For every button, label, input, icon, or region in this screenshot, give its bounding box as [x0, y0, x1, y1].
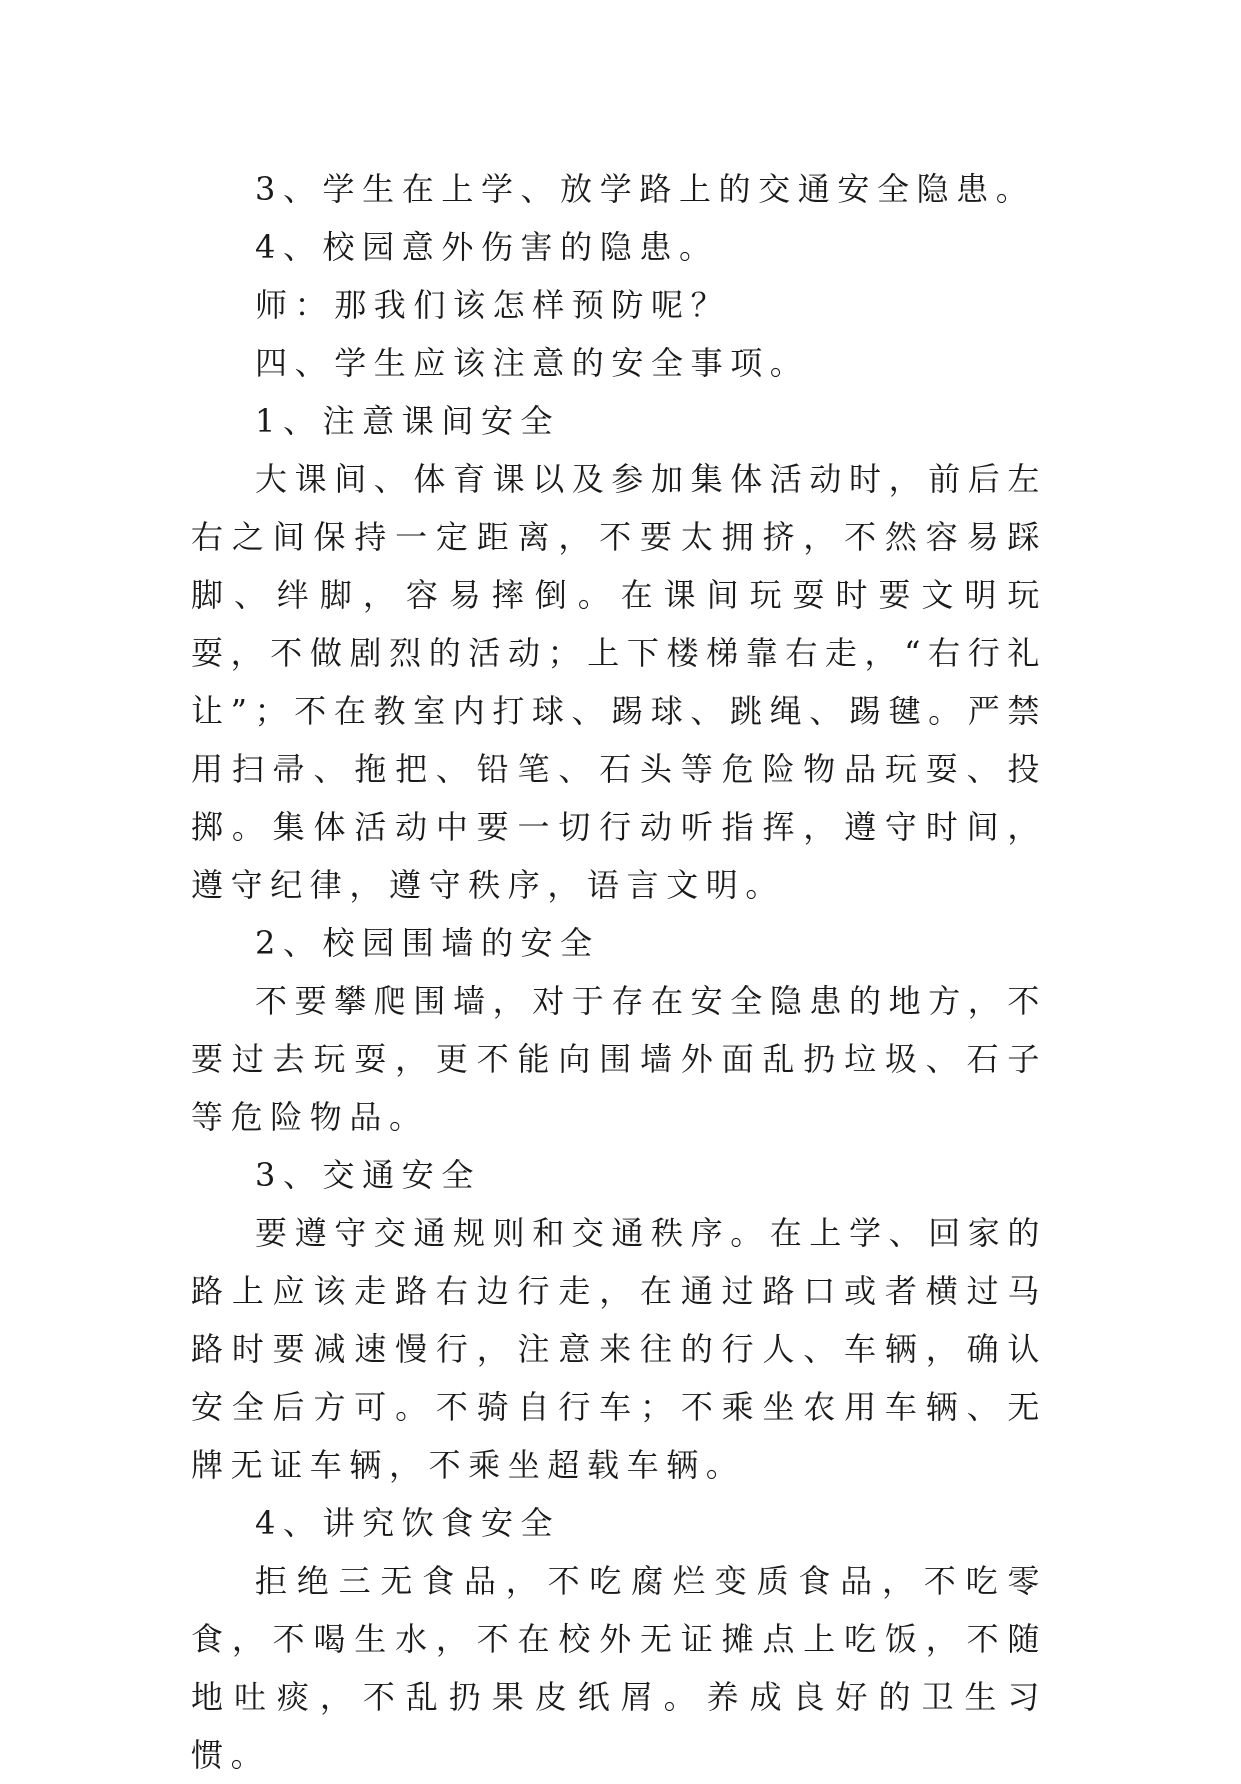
document-body	[191, 160, 1047, 1784]
paragraph-teacher-question: 师：那我们该怎样预防呢？	[255, 286, 731, 324]
subheading-recess-safety: 1、注意课间安全	[255, 402, 561, 440]
subheading-food-safety: 4、讲究饮食安全	[255, 1504, 561, 1542]
paragraph-hazard-3: 3、学生在上学、放学路上的交通安全隐患。	[255, 170, 1036, 208]
paragraph-traffic-safety: 要遵守交通规则和交通秩序。在上学、回家的路上应该走路右边行走，在通过路口或者横过马路时要减速慢行，注意来往的行人、车辆，确认安全后方可。不骑自行车；不乘坐农用车辆、无牌无证车辆，不乘坐超载车辆。	[191, 1214, 1048, 1484]
paragraph-food-safety: 拒绝三无食品，不吃腐烂变质食品，不吃零食，不喝生水，不在校外无证摊点上吃饭，不随地吐痰，不乱扔果皮纸屑。养成良好的卫生习惯。	[191, 1562, 1047, 1774]
subheading-wall-safety: 2、校园围墙的安全	[255, 924, 600, 962]
paragraph-hazard-4: 4、校园意外伤害的隐患。	[255, 228, 719, 266]
paragraph-wall-safety: 不要攀爬围墙，对于存在安全隐患的地方，不要过去玩耍，更不能向围墙外面乱扔垃圾、石子等危险物品。	[191, 982, 1048, 1136]
section-heading-safety-matters: 四、学生应该注意的安全事项。	[255, 344, 810, 382]
subheading-traffic-safety: 3、交通安全	[255, 1156, 481, 1194]
paragraph-recess-safety: 大课间、体育课以及参加集体活动时，前后左右之间保持一定距离，不要太拥挤，不然容易踩脚、绊脚，容易摔倒。在课间玩耍时要文明玩耍，不做剧烈的活动；上下楼梯靠右走，“右行礼让”；不在教室内打球、踢球、跳绳、踢毽。严禁用扫帚、拖把、铅笔、石头等危险物品玩耍、投掷。集体活动中要一切行动听指挥，遵守时间，遵守纪律，遵守秩序，语言文明。	[191, 460, 1048, 904]
